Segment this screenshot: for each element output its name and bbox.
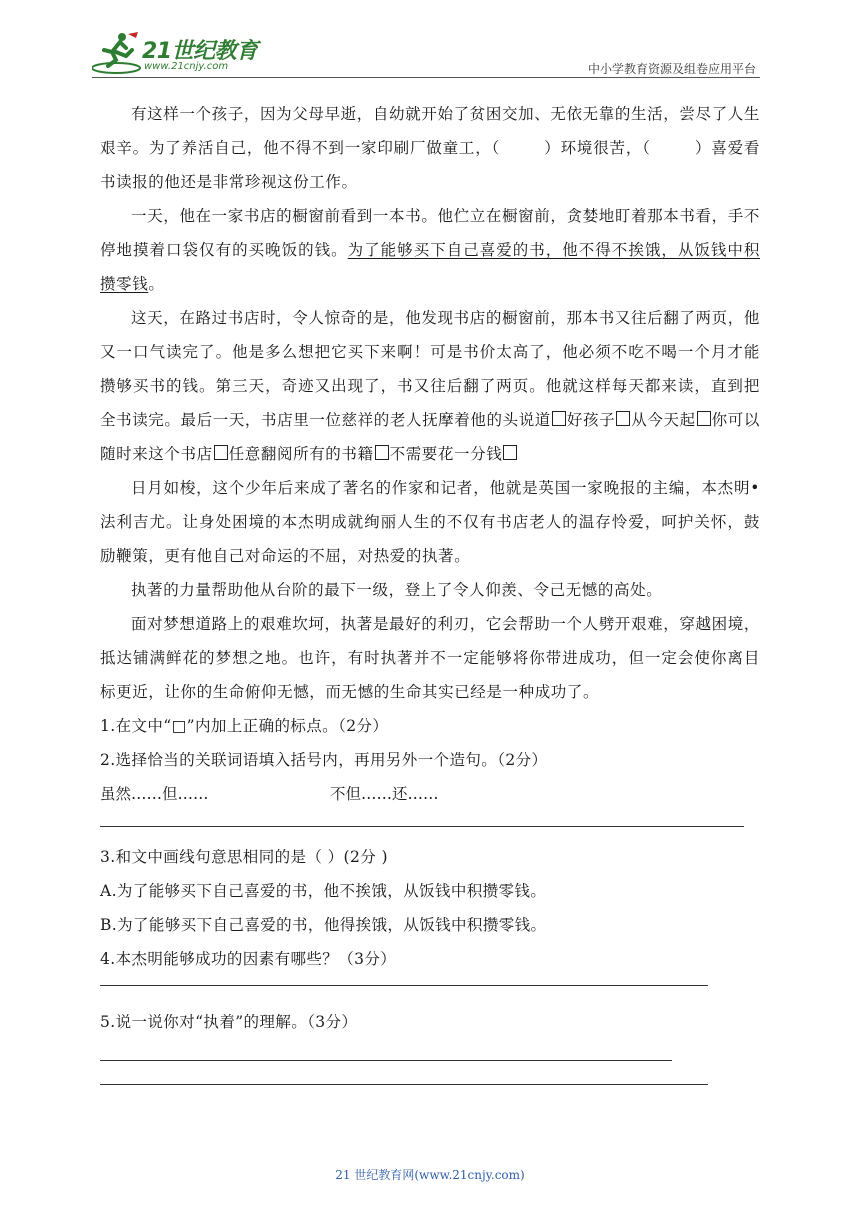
- p2-text-a: 一天，他在一家书店的橱窗前看到一本书。他伫立在橱窗前，贪婪地盯着那本书看，手不停地摸着口袋仅有的买晚饭的钱。: [100, 207, 760, 259]
- p3-segment: 从今天起: [631, 411, 696, 429]
- p3-segment: 好孩子: [566, 411, 616, 429]
- q2-option-2: 不但……还……: [330, 785, 439, 803]
- punctuation-box[interactable]: [375, 445, 389, 460]
- paragraph-4: 日月如梭，这个少年后来成了著名的作家和记者，他就是英国一家晚报的主编，本杰明•法利吉尤。让身处困境的本杰明成就绚丽人生的不仅有书店老人的温存怜爱，呵护关怀，鼓励鞭策，更有他自己对命运的不屈，对热爱的执著。: [100, 479, 760, 565]
- site-logo: [92, 30, 292, 76]
- p3-text-a: 这天，在路过书店时，令人惊奇的是，他发现书店的橱窗前，那本书又往后翻了两页，他又一口气读完了。他是多么想把它买下来啊！可是书价太高了，他必须不吃不喝一个月才能攒够买书的钱。第三天，奇迹又出现了，书又往后翻了两页。他就这样每天都来读，直到把全书读完。最后一天，书店里一位慈祥的老人抚摩着他的头说道: [100, 309, 760, 429]
- q5-answer-line-2[interactable]: [100, 1083, 708, 1085]
- document-body: [100, 97, 760, 1085]
- p3-segment: 你可以随时来这个书店: [100, 411, 760, 463]
- paragraph-5: 执著的力量帮助他从台阶的最下一级，登上了令人仰羡、令己无憾的高处。: [131, 581, 663, 599]
- q3-option-b[interactable]: B.为了能够买下自己喜爱的书，他得挨饿，从饭钱中积攒零钱。: [100, 916, 547, 934]
- q3-option-a[interactable]: A.为了能够买下自己喜爱的书，他不挨饿，从饭钱中积攒零钱。: [100, 882, 547, 900]
- p1-text-c: ）喜爱看书读报的他还是非常珍视这份工作。: [100, 139, 760, 191]
- header-divider: [92, 77, 760, 78]
- page-header: [92, 30, 760, 78]
- punctuation-box[interactable]: [214, 445, 228, 460]
- page-footer[interactable]: 21 世纪教育网(www.21cnjy.com): [335, 1168, 525, 1182]
- platform-title: 中小学教育资源及组卷应用平台: [587, 62, 756, 76]
- question-5: 5.说一说你对“执着”的理解。（3分）: [100, 1013, 358, 1031]
- paragraph-2: [100, 199, 760, 301]
- question-2-options: [100, 777, 760, 811]
- logo-text: 21世纪教育: [142, 39, 258, 64]
- p1-text-b: ）环境很苦，（: [544, 139, 651, 157]
- p1-text-a: 有这样一个孩子，因为父母早逝，自幼就开始了贫困交加、无依无靠的生活，尝尽了人生艰辛。为了养活自己，他不得不到一家印刷厂做童工，（: [100, 105, 760, 157]
- question-2: 2.选择恰当的关联词语填入括号内，再用另外一个造句。（2分）: [100, 751, 548, 769]
- paragraph-1: [100, 97, 760, 199]
- question-1: 1.在文中“□”内加上正确的标点。（2分）: [100, 717, 389, 735]
- question-4: 4.本杰明能够成功的因素有哪些？（3分）: [100, 950, 397, 968]
- q2-option-1: 虽然……但……: [100, 785, 209, 803]
- p3-segment: 任意翻阅所有的书籍: [228, 445, 374, 463]
- p2-text-c: 。: [148, 275, 165, 293]
- logo-url: www.21cnjy.com: [144, 61, 229, 72]
- punctuation-box[interactable]: [616, 411, 630, 426]
- paragraph-3: [100, 301, 760, 471]
- running-figure-icon: [92, 30, 142, 74]
- punctuation-box[interactable]: [697, 411, 711, 426]
- punctuation-box[interactable]: [503, 445, 517, 460]
- question-3: 3.和文中画线句意思相同的是（ ）(2分 ): [100, 848, 388, 866]
- punctuation-box[interactable]: [552, 411, 566, 426]
- paragraph-6: 面对梦想道路上的艰难坎坷，执著是最好的利刃，它会帮助一个人劈开艰难，穿越困境，抵达铺满鲜花的梦想之地。也许，有时执著并不一定能够将你带进成功，但一定会使你离目标更近，让你的生命俯仰无憾，而无憾的生命其实已经是一种成功了。: [100, 615, 760, 701]
- underlined-sentence: 为了能够买下自己喜爱的书，他不得不挨饿，从饭钱中积攒零钱: [100, 241, 760, 293]
- p3-segment: 不需要花一分钱: [389, 445, 503, 463]
